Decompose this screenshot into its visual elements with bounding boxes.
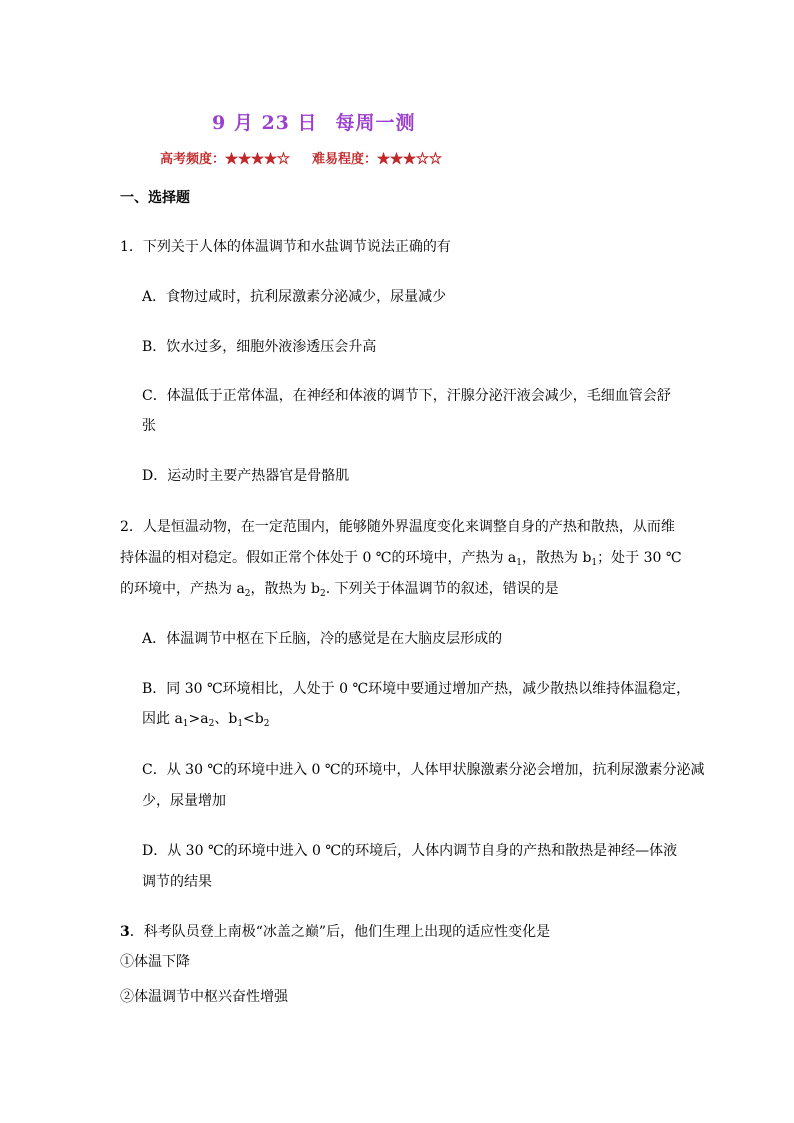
difficulty-label: 难易程度： <box>312 152 378 167</box>
q3-item-2: ②体温调节中枢兴奋性增强 <box>120 989 288 1005</box>
q2-option-c-line1: C．从 30 ℃的环境中进入 0 ℃的环境中，人体甲状腺激素分泌会增加，抗利尿激素分泌减 <box>142 762 705 778</box>
q2-option-d-line2: 调节的结果 <box>142 874 212 890</box>
q1-option-b: B．饮水过多，细胞外液渗透压会升高 <box>142 339 377 355</box>
q3-item-1: ①体温下降 <box>120 954 190 970</box>
q1-stem: 1．下列关于人体的体温调节和水盐调节说法正确的有 <box>120 239 451 255</box>
q2-stem-line2: 持体温的相对稳定。假如正常个体处于 0 ℃的环境中，产热为 $a_1$，散热为 $b_1$；处于 30 ℃ <box>120 550 682 568</box>
title-date: 9 月 23 日 <box>212 112 318 134</box>
q2-option-c-line2: 少，尿量增加 <box>142 793 226 809</box>
section-title: 一、选择题 <box>120 190 190 206</box>
q1-option-a: A．食物过咸时，抗利尿激素分泌减少，尿量减少 <box>142 289 447 305</box>
q2-option-b-line2: 因此 $a_1>a_2$、$b_1<b_2$ <box>142 711 270 729</box>
q2-option-d-line1: D．从 30 ℃的环境中进入 0 ℃的环境后，人体内调节自身的产热和散热是神经—体液 <box>142 843 678 859</box>
q3-stem: 3．科考队员登上南极“冰盖之巅”后，他们生理上出现的适应性变化是 <box>120 924 551 940</box>
q1-option-c-line1: C．体温低于正常体温，在神经和体液的调节下，汗腺分泌汗液会减少，毛细血管会舒 <box>142 388 671 404</box>
difficulty-info <box>160 148 442 167</box>
q2-option-a: A．体温调节中枢在下丘脑，冷的感觉是在大脑皮层形成的 <box>142 631 503 647</box>
title-text: 每周一测 <box>335 112 416 134</box>
q1-option-c-line2: 张 <box>142 418 156 434</box>
q2-stem-line1: 2．人是恒温动物，在一定范围内，能够随外界温度变化来调整自身的产热和散热，从而维 <box>120 519 675 535</box>
q1-option-d: D．运动时主要产热器官是骨骼肌 <box>142 468 350 484</box>
q2-option-b-line1: B．同 30 ℃环境相比，人处于 0 ℃环境中要通过增加产热，减少散热以维持体温稳定， <box>142 681 691 697</box>
difficulty-stars: ★★★☆☆ <box>377 152 443 167</box>
q2-stem-line3: 的环境中，产热为 $a_2$，散热为 $b_2$. 下列关于体温调节的叙述，错误的是 <box>120 581 559 599</box>
frequency-stars: ★★★★☆ <box>225 152 291 167</box>
page-title <box>212 108 416 135</box>
frequency-label: 高考频度： <box>160 152 226 167</box>
